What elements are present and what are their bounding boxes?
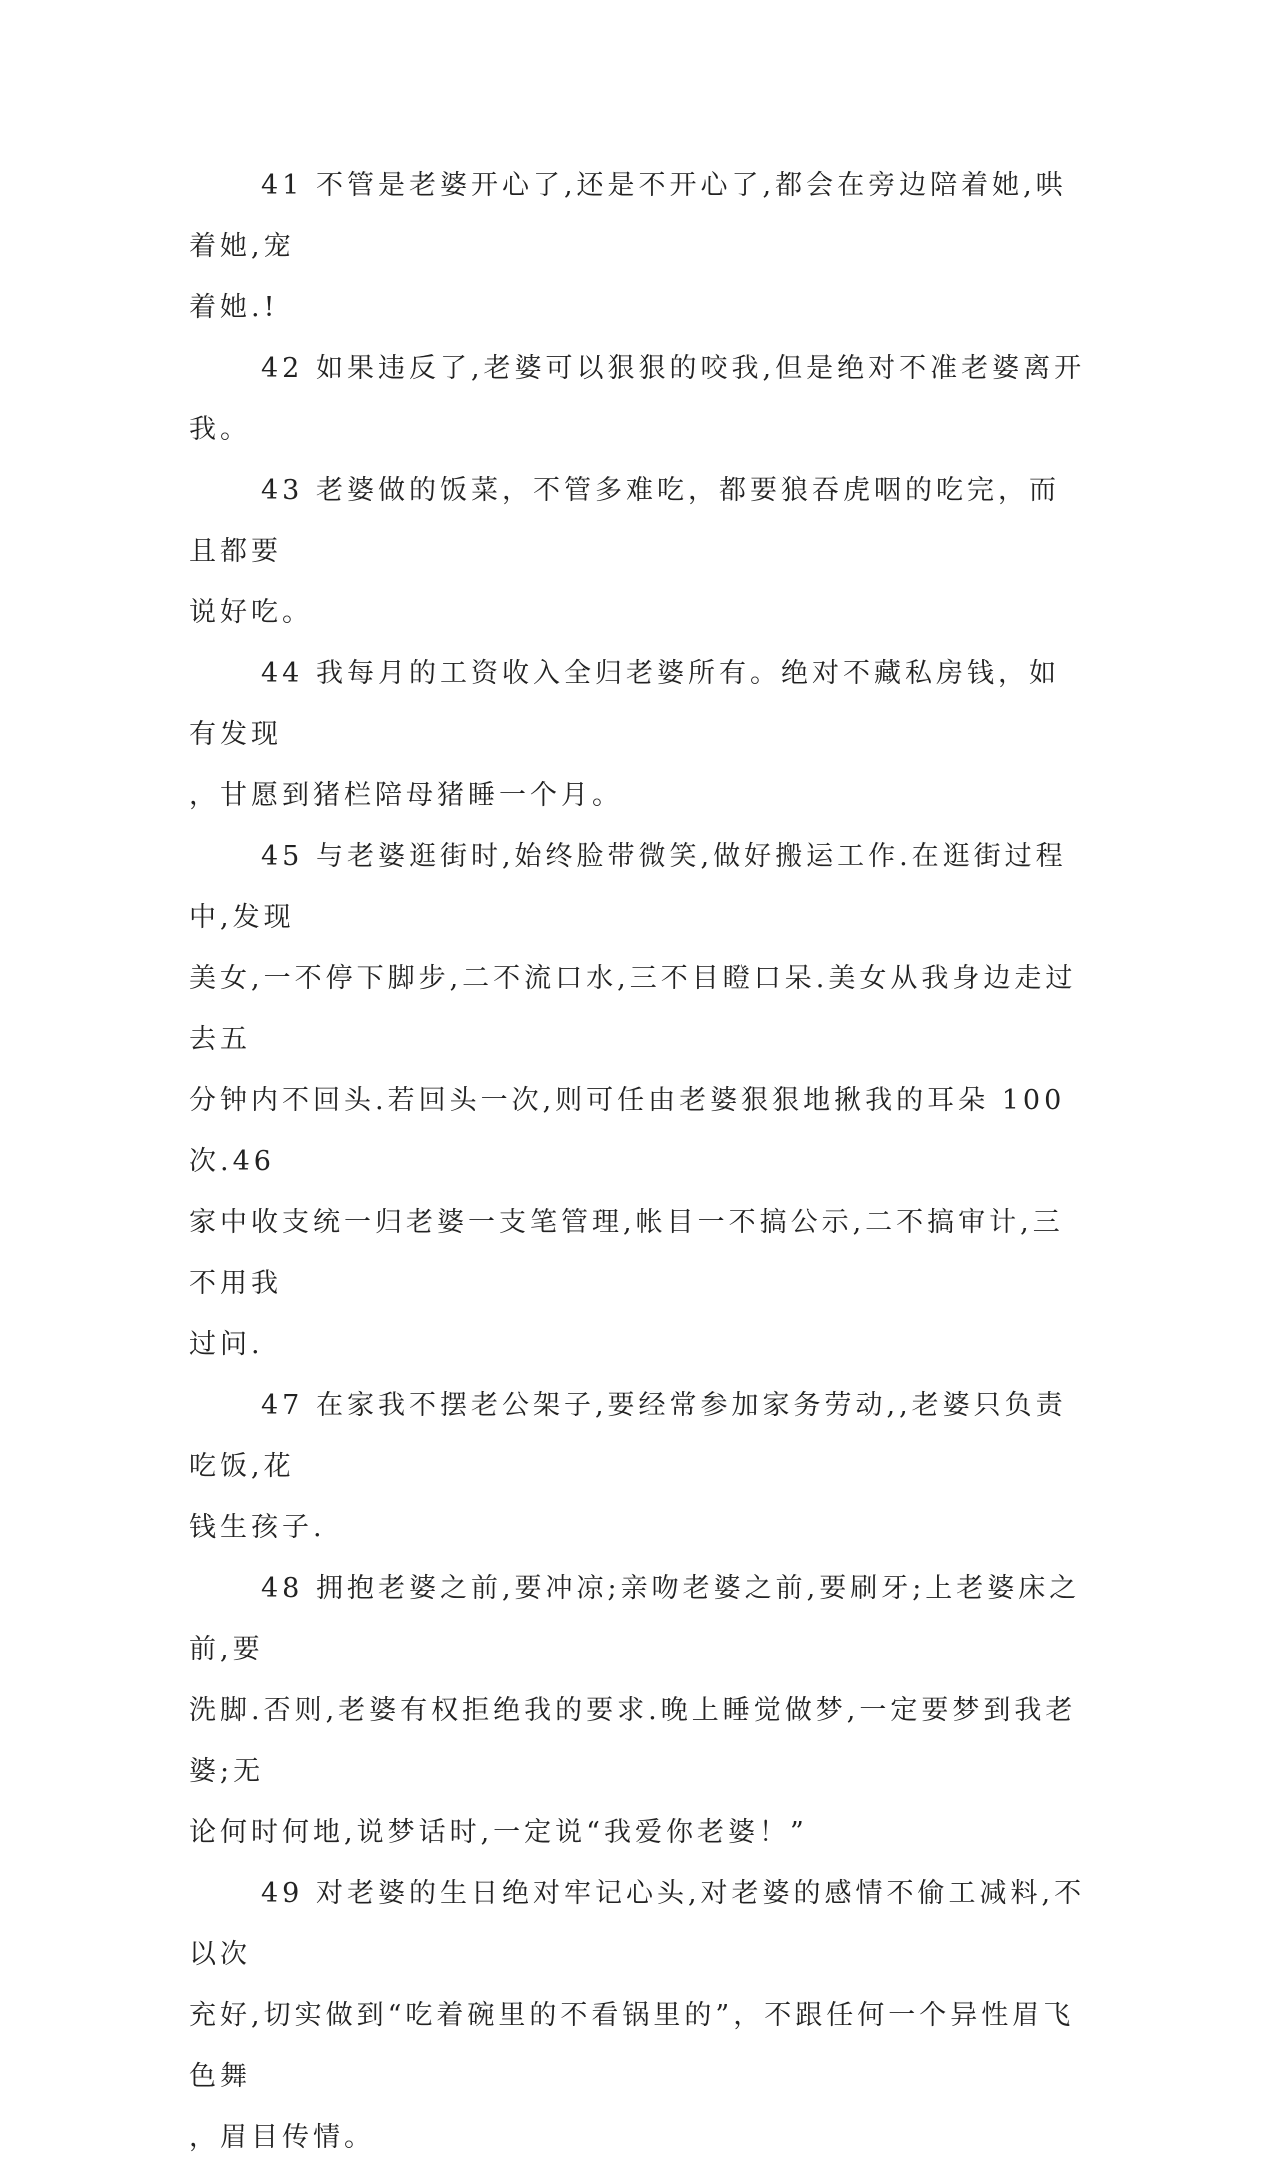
paragraph-49: 49 对老婆的生日绝对牢记心头,对老婆的感情不偷工减料,不以次 充好,切实做到“吃着碗里的不看锅里的”，不跟任何一个异性眉飞色舞 ，眉目传情。 xyxy=(189,1878,1086,2153)
paragraph-42: 42 如果违反了,老婆可以狠狠的咬我,但是绝对不准老婆离开我。 xyxy=(189,353,1086,445)
paragraph-48: 48 拥抱老婆之前,要冲凉;亲吻老婆之前,要刷牙;上老婆床之前,要 洗脚.否则,老婆有权拒绝我的要求.晚上睡觉做梦,一定要梦到我老婆;无 论何时何地,说梦话时,一定说“我爱你老婆！” xyxy=(189,1573,1081,1848)
paragraph-43: 43 老婆做的饭菜，不管多难吃，都要狼吞虎咽的吃完，而且都要 说好吃。 xyxy=(189,475,1060,628)
paragraph-45-46: 45 与老婆逛街时,始终脸带微笑,做好搬运工作.在逛街过程中,发现 美女,一不停下脚步,二不流口水,三不目瞪口呆.美女从我身边走过去五 分钟内不回头.若回头一次,则可任由老婆狠狠地揪我的耳朵 100 次.46 家中收支统一归老婆一支笔管理,帐目一不搞公示,二不搞审计,三不用我 过问. xyxy=(189,841,1077,1360)
paragraph-41: 41 不管是老婆开心了,还是不开心了,都会在旁边陪着她,哄着她,宠 着她.! xyxy=(189,170,1067,323)
paragraph-47: 47 在家我不摆老公架子,要经常参加家务劳动,,老婆只负责吃饭,花 钱生孩子. xyxy=(189,1390,1067,1543)
paragraph-44: 44 我每月的工资收入全归老婆所有。绝对不藏私房钱，如有发现 ，甘愿到猪栏陪母猪睡一个月。 xyxy=(189,658,1060,811)
document-body xyxy=(189,155,1089,2168)
